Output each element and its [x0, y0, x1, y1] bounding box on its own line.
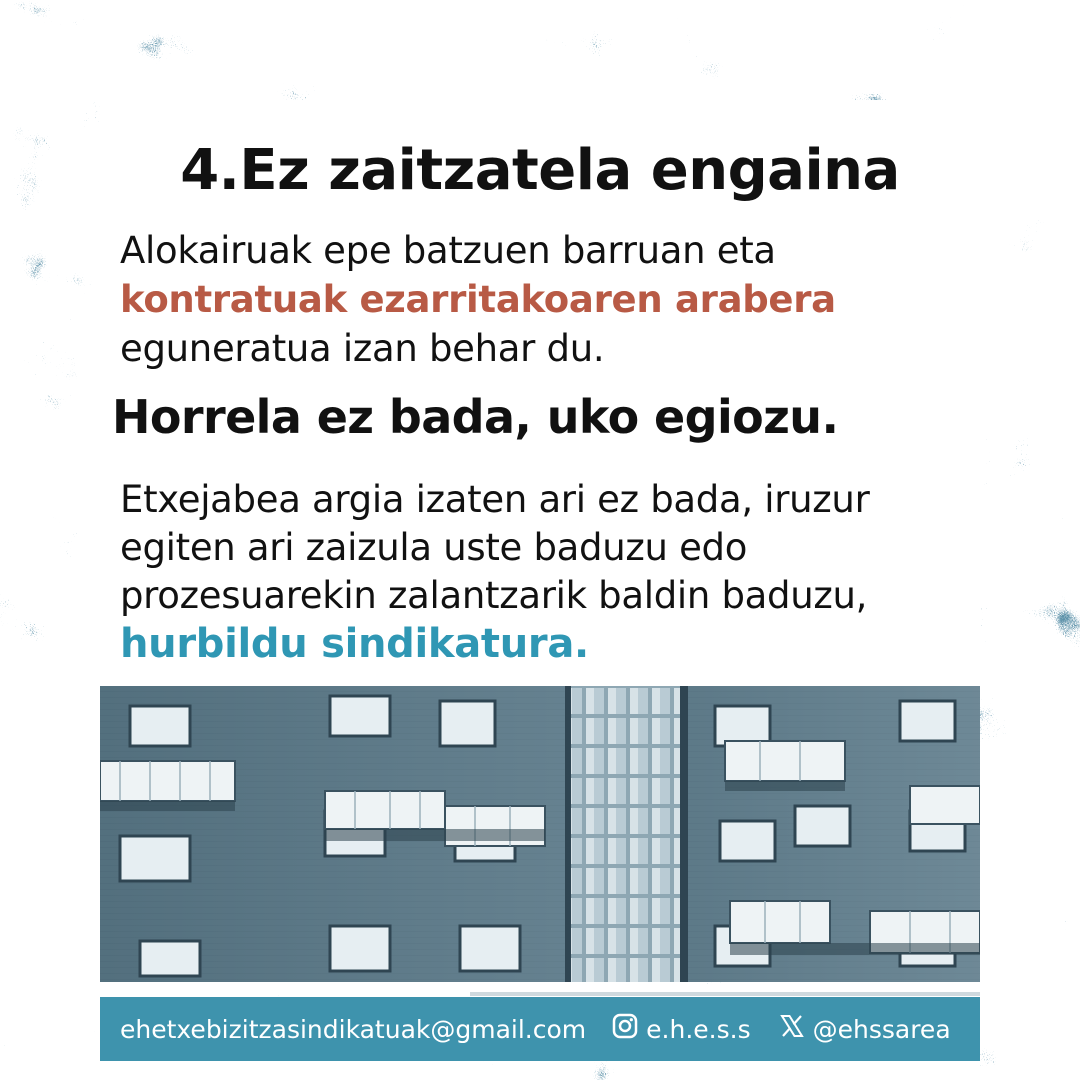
union-paragraph [120, 476, 970, 669]
instagram-link[interactable] [612, 1013, 750, 1045]
instagram-handle: e.h.e.s.s [646, 1014, 751, 1044]
email-link[interactable]: ehetxebizitzasindikatuak@gmail.com [120, 1014, 587, 1044]
para1-text-end: eguneratua izan behar du. [120, 327, 605, 370]
para2-text: Etxejabea argia izaten ari ez bada, iruzur egiten ari zaizula uste baduzu edo prozesuarekin zalantzarik baldin baduzu, [120, 478, 870, 617]
para1-text-start: Alokairuak epe batzuen barruan eta [120, 229, 776, 272]
photo-credit-strip [470, 984, 980, 996]
page-title: 4.Ez zaitzatela engaina [180, 138, 900, 203]
contact-footer [100, 997, 980, 1061]
union-highlight: hurbildu sindikatura. [120, 621, 589, 667]
x-logo-icon [779, 1013, 805, 1045]
refuse-headline: Horrela ez bada, uko egiozu. [112, 390, 839, 444]
instagram-icon [612, 1013, 638, 1045]
building-photo [100, 686, 980, 982]
contract-highlight: kontratuak ezarritakoaren arabera [120, 278, 836, 321]
x-link[interactable] [779, 1013, 951, 1045]
rent-update-paragraph [120, 226, 970, 373]
x-handle: @ehssarea [812, 1014, 951, 1044]
apartment-building-illustration [100, 686, 980, 982]
